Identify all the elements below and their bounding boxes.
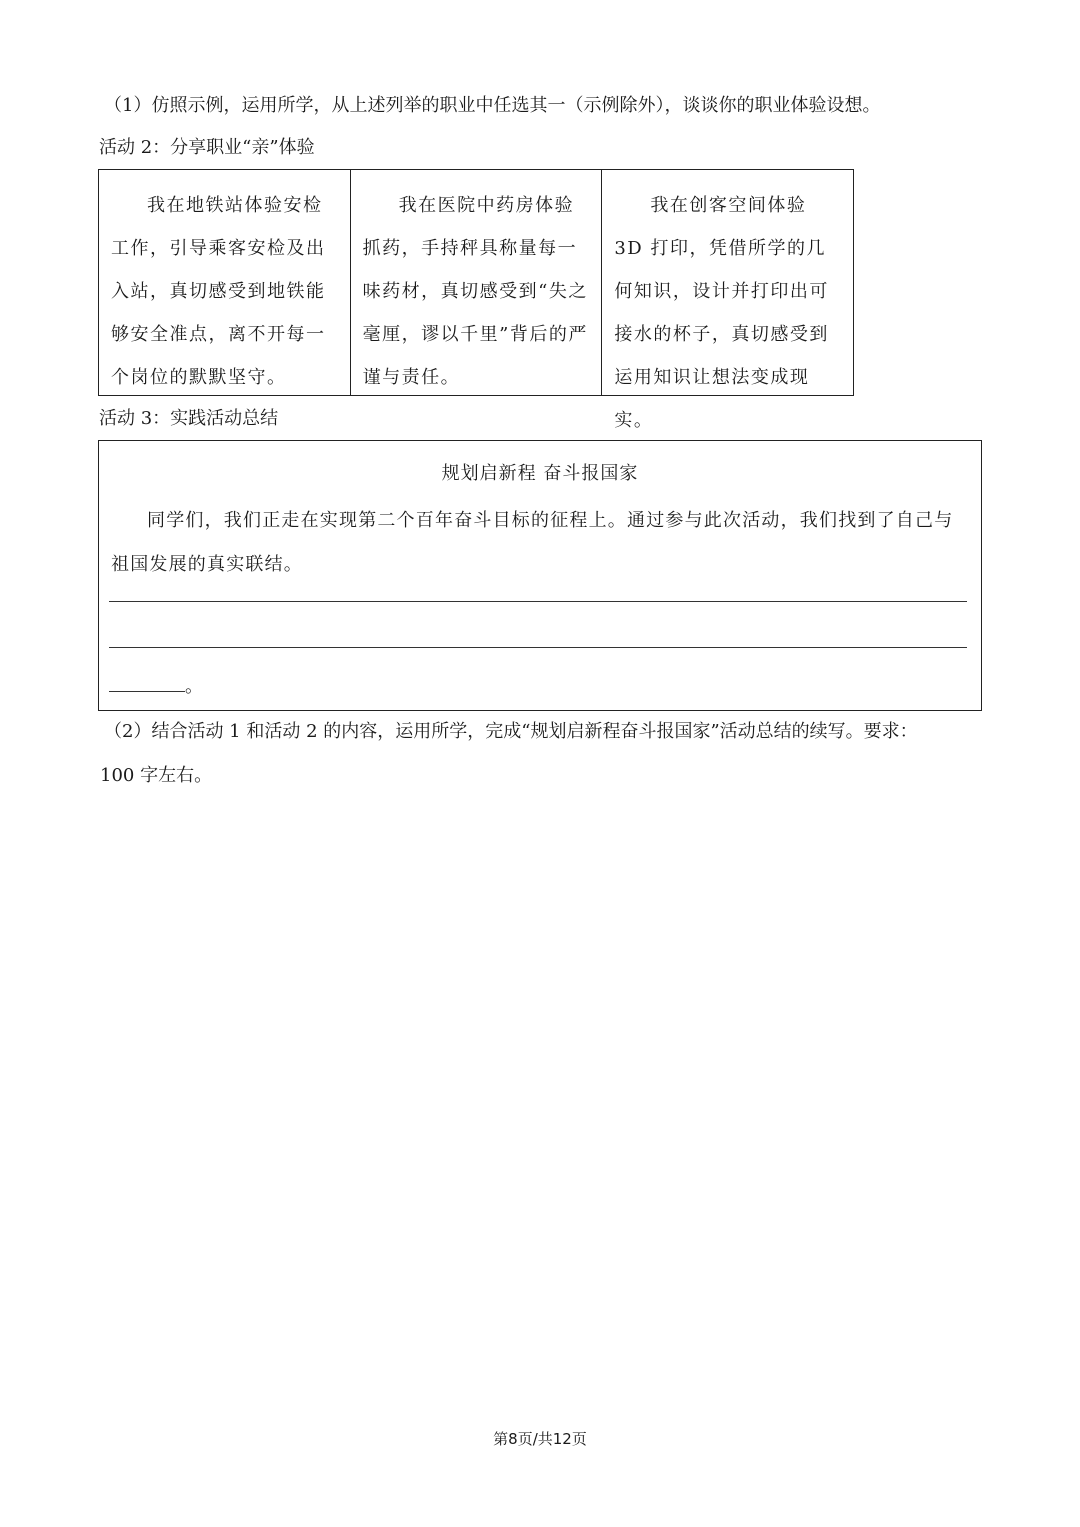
question-2-requirement: 100 字左右。 bbox=[100, 765, 213, 786]
activity-3-heading: 活动 3：实践活动总结 bbox=[99, 408, 279, 429]
summary-period: 。 bbox=[185, 676, 203, 697]
question-2: （2）结合活动 1 和活动 2 的内容，运用所学，完成“规划启新程奋斗报国家”活动总结的续写。要求： bbox=[104, 721, 918, 742]
experience-card-text: 我在医院中药房体验抓药，手持秤具称量每一味药材，真切感受到“失之毫厘，谬以千里”背后的严谨与责任。 bbox=[362, 195, 588, 388]
experience-card-text: 我在创客空间体验 3D 打印，凭借所学的几何知识，设计并打印出可接水的杯子，真切感受到运用知识让想法变成现实。 bbox=[614, 195, 829, 431]
experience-card-subway bbox=[99, 170, 350, 395]
answer-blank-end bbox=[109, 675, 203, 699]
experience-card-pharmacy bbox=[350, 170, 602, 395]
activity-2-heading: 活动 2：分享职业“亲”体验 bbox=[99, 137, 315, 158]
question-1: （1）仿照示例，运用所学，从上述列举的职业中任选其一（示例除外），谈谈你的职业体验设想。 bbox=[104, 95, 881, 116]
summary-body bbox=[111, 499, 969, 587]
summary-text: 同学们，我们正走在实现第二个百年奋斗目标的征程上。通过参与此次活动，我们找到了自己与祖国发展的真实联结。 bbox=[111, 510, 954, 575]
answer-blank-short[interactable] bbox=[109, 677, 185, 692]
answer-blank-line[interactable] bbox=[109, 601, 967, 602]
summary-box bbox=[98, 440, 982, 711]
page-number: 第8页/共12页 bbox=[493, 1430, 587, 1448]
summary-title: 规划启新程 奋斗报国家 bbox=[441, 463, 639, 484]
experience-card-3d-printing bbox=[601, 170, 853, 431]
experience-card-text: 我在地铁站体验安检工作，引导乘客安检及出入站，真切感受到地铁能够安全准点，离不开每一个岗位的默默坚守。 bbox=[111, 195, 326, 388]
answer-blank-line[interactable] bbox=[109, 647, 967, 648]
